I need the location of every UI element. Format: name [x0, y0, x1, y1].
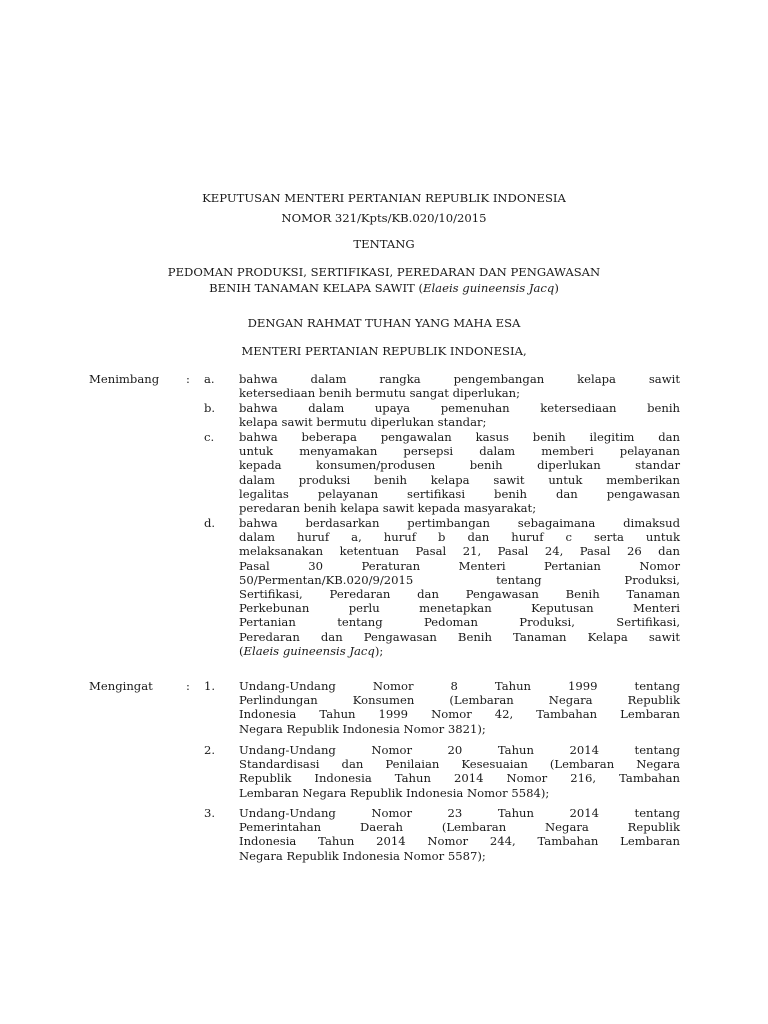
- subject-text: BENIH TANAMAN KELAPA SAWIT (: [209, 281, 423, 295]
- tentang-heading: TENTANG: [353, 237, 415, 251]
- text-line: Republik Indonesia Tahun 2014 Nomor 216, Tambahan: [239, 771, 680, 786]
- mengingat-colon: :: [186, 679, 190, 693]
- text-line: melaksanakan ketentuan Pasal 21, Pasal 24, Pasal 26 dan: [239, 544, 680, 559]
- item-text: [239, 372, 680, 400]
- text-line: Undang-Undang Nomor 8 Tahun 1999 tentang: [239, 679, 680, 693]
- item-marker: d.: [204, 516, 216, 530]
- subject-line-2: [0, 281, 768, 295]
- item-marker: 3.: [204, 806, 216, 820]
- text-line: ketersediaan benih bermutu sangat diperlukan;: [239, 386, 521, 401]
- text-line: 50/Permentan/KB.020/9/2015 tentang Produksi,: [239, 572, 680, 587]
- text-line: Sertifikasi, Peredaran dan Pengawasan Benih Tanaman: [239, 587, 680, 602]
- minister-heading: MENTERI PERTANIAN REPUBLIK INDONESIA,: [241, 344, 527, 358]
- item-text: [239, 516, 680, 658]
- text-line: bahwa dalam rangka pengembangan kelapa sawit: [239, 372, 680, 386]
- paren-close: );: [374, 643, 384, 658]
- subject-line-1: PEDOMAN PRODUKSI, SERTIFIKASI, PEREDARAN DAN PENGAWASAN: [167, 265, 601, 279]
- text-line: Pertanian tentang Pedoman Produksi, Sertifikasi,: [239, 615, 680, 630]
- item-text: [239, 430, 680, 515]
- text-line: Negara Republik Indonesia Nomor 5587);: [239, 848, 486, 863]
- subject-close: ): [554, 281, 559, 295]
- text-line: Perlindungan Konsumen (Lembaran Negara Republik: [239, 693, 680, 708]
- decree-title: KEPUTUSAN MENTERI PERTANIAN REPUBLIK INDONESIA: [202, 191, 566, 205]
- text-line: kepada konsumen/produsen benih diperlukan standar: [239, 458, 680, 473]
- item-text: [239, 806, 680, 863]
- text-line: Indonesia Tahun 1999 Nomor 42, Tambahan Lembaran: [239, 707, 680, 722]
- species-name: Elaeis guineensis Jacq: [243, 643, 375, 658]
- text-line: Standardisasi dan Penilaian Kesesuaian (Lembaran Negara: [239, 757, 680, 772]
- menimbang-colon: :: [186, 372, 190, 386]
- text-line: [239, 644, 680, 658]
- text-line: peredaran benih kelapa sawit kepada masyarakat;: [239, 501, 537, 516]
- text-line: Lembaran Negara Republik Indonesia Nomor 5584);: [239, 785, 550, 800]
- text-line: dalam produksi benih kelapa sawit untuk memberikan: [239, 472, 680, 487]
- item-text: [239, 401, 680, 429]
- text-line: dalam huruf a, huruf b dan huruf c serta untuk: [239, 530, 680, 545]
- item-marker: 2.: [204, 743, 216, 757]
- item-marker: 1.: [204, 679, 216, 693]
- text-line: bahwa berdasarkan pertimbangan sebagaimana dimaksud: [239, 516, 680, 530]
- mengingat-label: Mengingat: [89, 679, 153, 693]
- text-line: untuk menyamakan persepsi dalam memberi pelayanan: [239, 444, 680, 459]
- paren-open: (: [239, 643, 244, 658]
- menimbang-label: Menimbang: [89, 372, 160, 386]
- text-line: kelapa sawit bermutu diperlukan standar;: [239, 415, 487, 430]
- text-line: bahwa dalam upaya pemenuhan ketersediaan benih: [239, 401, 680, 415]
- text-line: Perkebunan perlu menetapkan Keputusan Menteri: [239, 601, 680, 616]
- text-line: Peredaran dan Pengawasan Benih Tanaman Kelapa sawit: [239, 629, 680, 644]
- text-line: Pasal 30 Peraturan Menteri Pertanian Nomor: [239, 558, 680, 573]
- text-line: legalitas pelayanan sertifikasi benih dan pengawasan: [239, 486, 680, 501]
- text-line: bahwa beberapa pengawalan kasus benih ilegitim dan: [239, 430, 680, 444]
- item-marker: b.: [204, 401, 216, 415]
- text-line: Negara Republik Indonesia Nomor 3821);: [239, 721, 486, 736]
- item-marker: a.: [204, 372, 215, 386]
- item-text: [239, 679, 680, 736]
- text-line: Pemerintahan Daerah (Lembaran Negara Republik: [239, 820, 680, 835]
- decree-number: NOMOR 321/Kpts/KB.020/10/2015: [281, 211, 487, 225]
- invocation: DENGAN RAHMAT TUHAN YANG MAHA ESA: [247, 316, 521, 330]
- text-line: Indonesia Tahun 2014 Nomor 244, Tambahan Lembaran: [239, 834, 680, 849]
- item-marker: c.: [204, 430, 215, 444]
- text-line: Undang-Undang Nomor 20 Tahun 2014 tentang: [239, 743, 680, 757]
- text-line: Undang-Undang Nomor 23 Tahun 2014 tentang: [239, 806, 680, 820]
- species-name: Elaeis guineensis Jacq: [423, 281, 555, 295]
- item-text: [239, 743, 680, 800]
